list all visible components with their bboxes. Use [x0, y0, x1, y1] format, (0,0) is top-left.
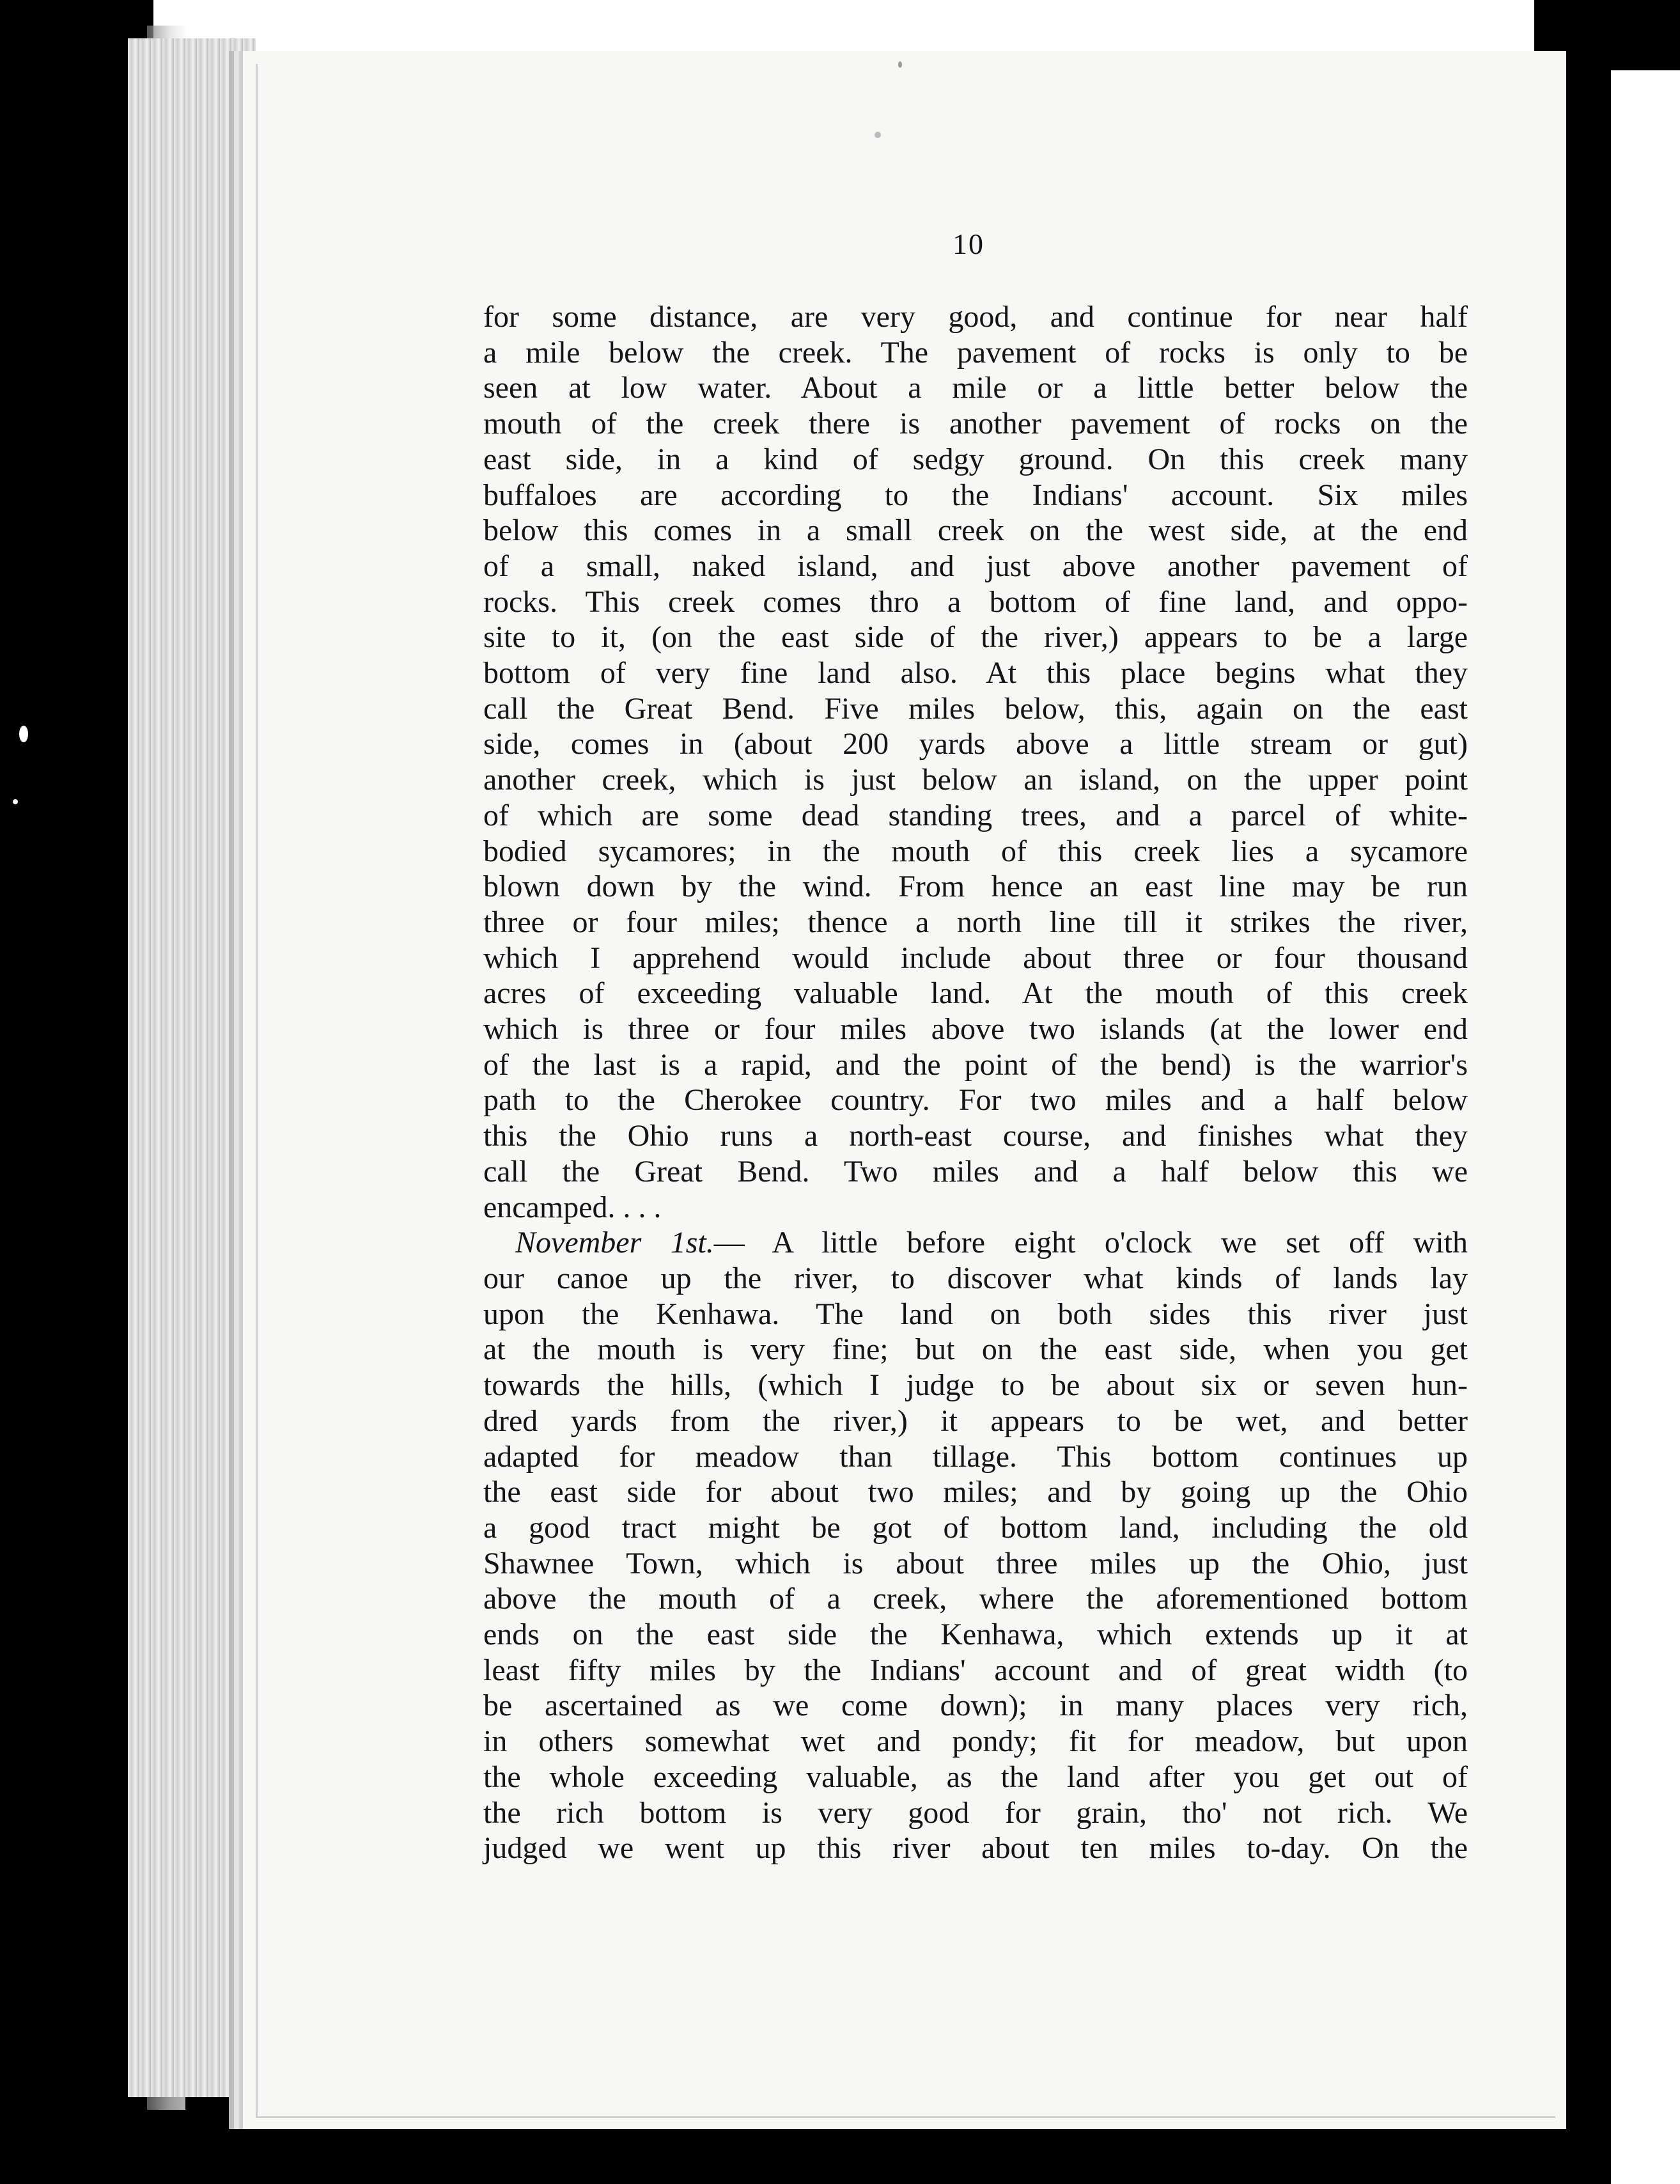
text-line: least fifty miles by the Indians' account and of great width (to: [483, 1653, 1468, 1687]
text-line: in others somewhat wet and pondy; fit for meadow, but upon: [483, 1724, 1468, 1759]
text-line: below this comes in a small creek on the west side, at the end: [483, 513, 1468, 548]
text-line: site to it, (on the east side of the river,) appears to be a large: [483, 620, 1468, 655]
text-line: this the Ohio runs a north-east course, and finishes what they: [483, 1119, 1468, 1153]
text-line: our canoe up the river, to discover what kinds of lands lay: [483, 1261, 1468, 1295]
text-line: upon the Kenhawa. The land on both sides this river just: [483, 1297, 1468, 1331]
text-line: bodied sycamores; in the mouth of this creek lies a sycamore: [483, 834, 1468, 868]
text-line: the rich bottom is very good for grain, tho' not rich. We: [483, 1795, 1468, 1830]
text-line: for some distance, are very good, and continue for near half: [483, 300, 1468, 334]
text-line: buffaloes are according to the Indians' account. Six miles: [483, 478, 1468, 512]
text-line: be ascertained as we come down); in many places very rich,: [483, 1689, 1468, 1723]
body-text: [483, 299, 1468, 1866]
scan-speck: [898, 61, 902, 68]
facing-page-edge: [1611, 70, 1680, 2184]
text-line: above the mouth of a creek, where the aforementioned bottom: [483, 1582, 1468, 1616]
text-line: blown down by the wind. From hence an east line may be run: [483, 870, 1468, 904]
text-line: mouth of the creek there is another pavement of rocks on the: [483, 407, 1468, 441]
text-line: bottom of very fine land also. At this place begins what they: [483, 656, 1468, 690]
text-line: three or four miles; thence a north line till it strikes the river,: [483, 905, 1468, 939]
text-line: a mile below the creek. The pavement of rocks is only to be: [483, 335, 1468, 370]
book-page-edges: [128, 38, 256, 2097]
text-line: side, comes in (about 200 yards above a little stream or gut): [483, 727, 1468, 761]
text-line: dred yards from the river,) it appears to be wet, and better: [483, 1403, 1468, 1438]
page-number: 10: [953, 228, 984, 260]
text-line: call the Great Bend. Five miles below, this, again on the east: [483, 691, 1468, 726]
text-line: east side, in a kind of sedgy ground. On this creek many: [483, 442, 1468, 476]
text-line: acres of exceeding valuable land. At the mouth of this creek: [483, 976, 1468, 1011]
entry-date: November 1st.: [515, 1226, 714, 1260]
text-line: adapted for meadow than tillage. This bottom continues up: [483, 1439, 1468, 1474]
scan-speck: [19, 726, 28, 742]
text-line: path to the Cherokee country. For two miles and a half below: [483, 1083, 1468, 1118]
text-line: Shawnee Town, which is about three miles up the Ohio, just: [483, 1546, 1468, 1580]
entry-text: — A little before eight o'clock we set off with: [713, 1226, 1468, 1260]
text-line: judged we went up this river about ten miles to-day. On the: [483, 1831, 1468, 1866]
text-line: ends on the east side the Kenhawa, which extends up it at: [483, 1618, 1468, 1652]
text-line: towards the hills, (which I judge to be about six or seven hun-: [483, 1368, 1468, 1403]
text-line: another creek, which is just below an island, on the upper point: [483, 763, 1468, 797]
text-line: at the mouth is very fine; but on the east side, when you get: [483, 1332, 1468, 1367]
text-line: which is three or four miles above two islands (at the lower end: [483, 1012, 1468, 1047]
text-line: of the last is a rapid, and the point of the bend) is the warrior's: [483, 1047, 1468, 1082]
text-line: the east side for about two miles; and by going up the Ohio: [483, 1475, 1468, 1509]
scan-speck: [13, 799, 18, 804]
text-line: the whole exceeding valuable, as the land after you get out of: [483, 1759, 1468, 1794]
text-line: which I apprehend would include about three or four thousand: [483, 940, 1468, 975]
text-line: of a small, naked island, and just above another pavement of: [483, 549, 1468, 583]
text-line: rocks. This creek comes thro a bottom of fine land, and oppo-: [483, 584, 1468, 619]
scan-speck: [875, 132, 881, 138]
text-line: encamped. . . .: [483, 1190, 662, 1224]
text-line: call the Great Bend. Two miles and a half below this we: [483, 1154, 1468, 1189]
entry-first-line: [483, 1225, 1468, 1261]
scan-background-top: [153, 0, 1534, 51]
text-line: of which are some dead standing trees, and a parcel of white-: [483, 798, 1468, 832]
text-line: a good tract might be got of bottom land, including the old: [483, 1510, 1468, 1545]
text-line: seen at low water. About a mile or a little better below the: [483, 371, 1468, 405]
